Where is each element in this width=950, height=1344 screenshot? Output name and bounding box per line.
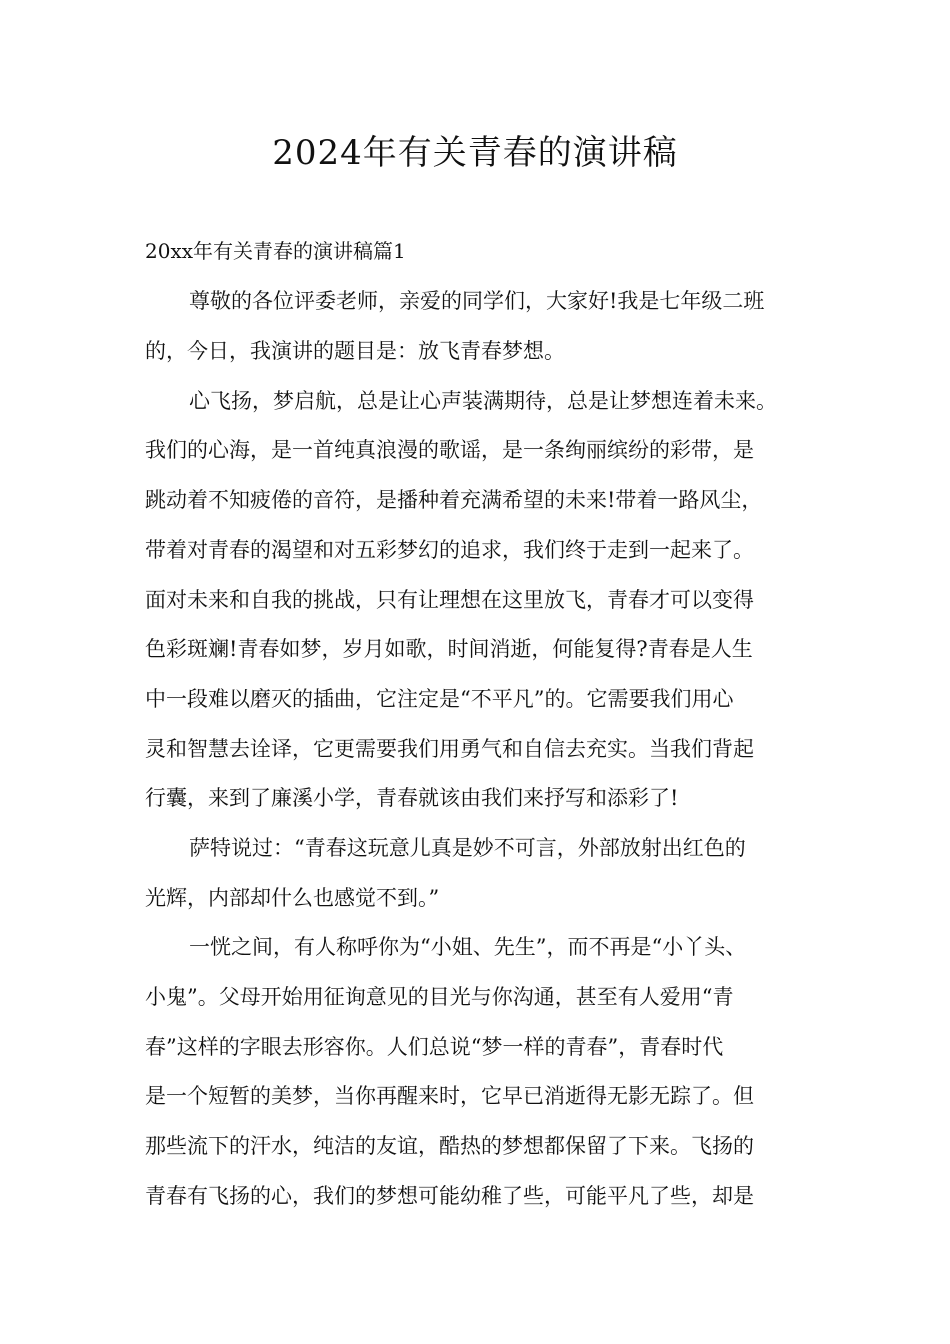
- text-line: 一恍之间，有人称呼你为“小姐、先生”，而不再是“小丫头、: [189, 935, 747, 959]
- text-line: 光辉，内部却什么也感觉不到。”: [145, 886, 440, 910]
- section-subtitle: 20xx年有关青春的演讲稿篇1: [145, 239, 406, 263]
- text-line: 行囊，来到了廉溪小学，青春就该由我们来抒写和添彩了!: [145, 786, 679, 810]
- text-line: 是一个短暂的美梦，当你再醒来时，它早已消逝得无影无踪了。但: [145, 1084, 754, 1108]
- text-line: 色彩斑斓!青春如梦，岁月如歌，时间消逝，何能复得?青春是人生: [145, 637, 753, 661]
- text-line: 青春有飞扬的心，我们的梦想可能幼稚了些，可能平凡了些，却是: [145, 1184, 754, 1208]
- text-line: 我们的心海，是一首纯真浪漫的歌谣，是一条绚丽缤纷的彩带，是: [145, 438, 754, 462]
- text-line: 跳动着不知疲倦的音符，是播种着充满希望的未来!带着一路风尘，: [145, 488, 763, 512]
- text-line: 心飞扬，梦启航，总是让心声装满期待，总是让梦想连着未来。: [189, 389, 777, 413]
- text-line: 小鬼”。父母开始用征询意见的目光与你沟通，甚至有人爱用“青: [145, 985, 734, 1009]
- text-line: 春”这样的字眼去形容你。人们总说“梦一样的青春”，青春时代: [145, 1035, 724, 1059]
- text-line: 面对未来和自我的挑战，只有让理想在这里放飞，青春才可以变得: [145, 588, 754, 612]
- text-line: 的，今日，我演讲的题目是：放飞青春梦想。: [145, 339, 565, 363]
- text-line: 萨特说过：“青春这玩意儿真是妙不可言，外部放射出红色的: [189, 836, 746, 860]
- text-line: 中一段难以磨灭的插曲，它注定是“不平凡”的。它需要我们用心: [145, 687, 734, 711]
- document-title: 2024年有关青春的演讲稿: [272, 133, 678, 173]
- text-line: 灵和智慧去诠译，它更需要我们用勇气和自信去充实。当我们背起: [145, 737, 754, 761]
- text-line: 尊敬的各位评委老师，亲爱的同学们，大家好!我是七年级二班: [189, 289, 765, 313]
- text-line: 带着对青春的渴望和对五彩梦幻的追求，我们终于走到一起来了。: [145, 538, 754, 562]
- text-line: 那些流下的汗水，纯洁的友谊，酷热的梦想都保留了下来。飞扬的: [145, 1134, 754, 1158]
